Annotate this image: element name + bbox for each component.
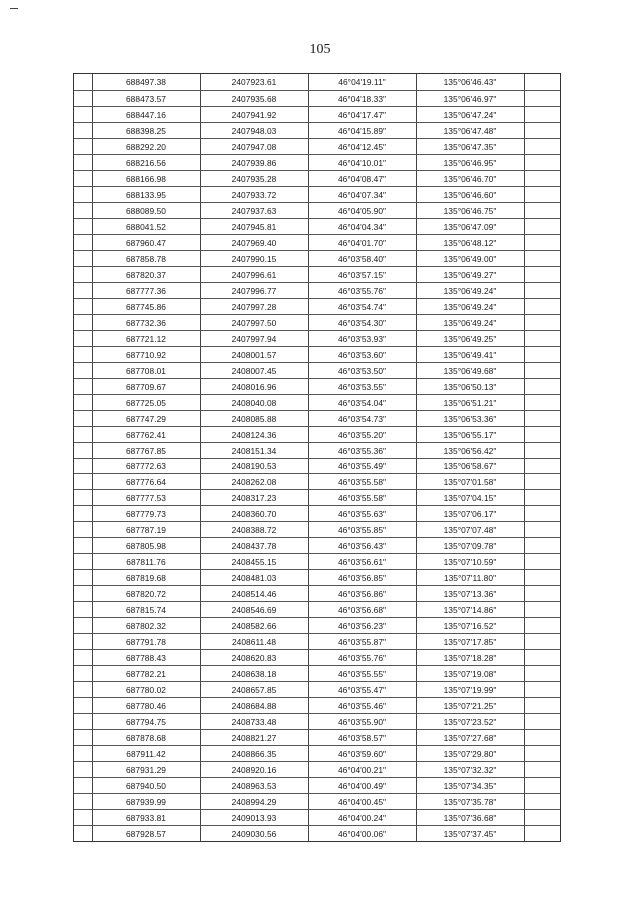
- coordinates-table: [73, 73, 561, 842]
- table-cell-lon: 135°07'13.36": [443, 589, 497, 600]
- table-cell-lon: 135°06'55.17": [443, 429, 497, 440]
- table-cell-lon: 135°07'21.25": [443, 701, 497, 712]
- table-cell-lat: 46°03'55.55": [337, 669, 387, 680]
- table-row: [74, 649, 560, 666]
- table-cell-lat: 46°03'55.36": [337, 445, 387, 456]
- table-cell-x: 687939.99: [125, 797, 167, 808]
- table-row: [74, 106, 560, 123]
- table-cell-x: 687802.32: [125, 621, 167, 632]
- table-cell-lat: 46°03'54.04": [337, 397, 387, 408]
- table-cell-lon: 135°06'46.95": [443, 157, 497, 168]
- table-cell-lat: 46°04'08.47": [337, 173, 387, 184]
- table-cell-lat: 46°04'00.06": [337, 829, 387, 839]
- table-cell-y: 2408016.96: [231, 381, 277, 392]
- table-cell-lon: 135°07'37.45": [443, 829, 497, 839]
- table-cell-lon: 135°06'47.48": [443, 125, 497, 136]
- table-cell-lon: 135°06'53.36": [443, 413, 497, 424]
- table-cell-lat: 46°03'55.76": [337, 653, 387, 664]
- table-cell-x: 687745.86: [125, 301, 167, 312]
- table-cell-x: 687772.63: [125, 461, 167, 472]
- table-cell-lon: 135°06'48.12": [443, 237, 497, 248]
- table-cell-lon: 135°06'49.41": [443, 349, 497, 360]
- table-cell-lon: 135°07'19.08": [443, 669, 497, 680]
- table-row: [74, 362, 560, 379]
- table-cell-y: 2407945.81: [231, 221, 277, 232]
- table-cell-x: 687794.75: [125, 717, 167, 728]
- table-cell-lon: 135°06'51.21": [443, 397, 497, 408]
- table-row: [74, 713, 560, 730]
- table-cell-x: 687710.92: [125, 349, 167, 360]
- table-cell-x: 687858.78: [125, 253, 167, 264]
- table-cell-y: 2408001.57: [231, 349, 277, 360]
- table-row: [74, 426, 560, 443]
- table-cell-lon: 135°07'17.85": [443, 637, 497, 648]
- table-cell-x: 688041.52: [125, 221, 167, 232]
- table-cell-x: 688473.57: [125, 93, 167, 104]
- table-cell-lon: 135°06'46.60": [443, 189, 497, 200]
- table-cell-x: 687725.05: [125, 397, 167, 408]
- table-cell-y: 2408124.36: [231, 429, 277, 440]
- table-cell-lon: 135°06'49.25": [443, 333, 497, 344]
- table-cell-lon: 135°07'35.78": [443, 797, 497, 808]
- table-cell-lat: 46°04'00.24": [337, 813, 387, 824]
- table-cell-y: 2408620.83: [231, 653, 277, 664]
- table-cell-lat: 46°03'55.58": [337, 477, 387, 488]
- table-cell-x: 688089.50: [125, 205, 167, 216]
- table-cell-y: 2408481.03: [231, 573, 277, 584]
- table-row: [74, 282, 560, 299]
- table-row: [74, 298, 560, 315]
- table-cell-x: 687819.68: [125, 573, 167, 584]
- table-row: [74, 346, 560, 363]
- table-cell-lon: 135°06'46.70": [443, 173, 497, 184]
- table-cell-lon: 135°06'50.13": [443, 381, 497, 392]
- table-cell-y: 2408733.48: [231, 717, 277, 728]
- table-cell-y: 2407996.77: [231, 285, 277, 296]
- table-row: [74, 825, 560, 842]
- table-cell-x: 687928.57: [125, 829, 167, 839]
- table-row: [74, 729, 560, 746]
- table-row: [74, 442, 560, 459]
- table-cell-y: 2407969.40: [231, 237, 277, 248]
- table-cell-lon: 135°07'16.52": [443, 621, 497, 632]
- table-row: [74, 553, 560, 570]
- table-cell-y: 2408007.45: [231, 365, 277, 376]
- table-cell-x: 688292.20: [125, 141, 167, 152]
- table-cell-lon: 135°07'10.59": [443, 557, 497, 568]
- table-row: [74, 234, 560, 251]
- table-cell-lon: 135°07'14.86": [443, 605, 497, 616]
- table-cell-lon: 135°06'46.43": [443, 76, 497, 87]
- table-cell-lat: 46°04'01.70": [337, 237, 387, 248]
- table-cell-y: 2408455.15: [231, 557, 277, 568]
- table-cell-x: 687960.47: [125, 237, 167, 248]
- table-cell-lat: 46°04'00.21": [337, 765, 387, 776]
- table-cell-y: 2407990.15: [231, 253, 277, 264]
- scan-mark: [10, 8, 18, 9]
- table-row: [74, 473, 560, 490]
- table-cell-y: 2407939.86: [231, 157, 277, 168]
- table-row: [74, 537, 560, 554]
- table-cell-lon: 135°06'46.97": [443, 93, 497, 104]
- table-cell-x: 687732.36: [125, 317, 167, 328]
- table-cell-lat: 46°03'55.85": [337, 525, 387, 536]
- table-cell-x: 687767.85: [125, 445, 167, 456]
- table-cell-x: 687820.37: [125, 269, 167, 280]
- table-cell-x: 687782.21: [125, 669, 167, 680]
- table-cell-lon: 135°07'34.35": [443, 781, 497, 792]
- table-cell-x: 688497.38: [125, 76, 167, 87]
- table-cell-y: 2407948.03: [231, 125, 277, 136]
- table-cell-x: 687787.19: [125, 525, 167, 536]
- table-cell-x: 687815.74: [125, 605, 167, 616]
- table-cell-lat: 46°03'54.74": [337, 301, 387, 312]
- table-cell-y: 2407941.92: [231, 109, 277, 120]
- table-cell-x: 687791.78: [125, 637, 167, 648]
- table-row: [74, 585, 560, 602]
- table-cell-lat: 46°03'55.87": [337, 637, 387, 648]
- table-cell-x: 688166.98: [125, 173, 167, 184]
- table-cell-lat: 46°03'58.57": [337, 733, 387, 744]
- table-cell-x: 687721.12: [125, 333, 167, 344]
- table-cell-y: 2408866.35: [231, 749, 277, 760]
- table-row: [74, 170, 560, 187]
- table-row: [74, 761, 560, 778]
- table-cell-lon: 135°06'46.75": [443, 205, 497, 216]
- table-row: [74, 777, 560, 794]
- table-row: [74, 745, 560, 762]
- table-row: [74, 793, 560, 810]
- table-cell-y: 2409013.93: [231, 813, 277, 824]
- table-cell-lat: 46°04'00.49": [337, 781, 387, 792]
- table-cell-y: 2408963.53: [231, 781, 277, 792]
- table-cell-lon: 135°06'49.24": [443, 317, 497, 328]
- table-cell-lat: 46°03'55.90": [337, 717, 387, 728]
- table-row: [74, 186, 560, 203]
- table-row: [74, 697, 560, 714]
- table-cell-lon: 135°07'07.48": [443, 525, 497, 536]
- table-cell-lon: 135°07'18.28": [443, 653, 497, 664]
- table-cell-x: 688216.56: [125, 157, 167, 168]
- table-cell-x: 687805.98: [125, 541, 167, 552]
- table-cell-y: 2408360.70: [231, 509, 277, 520]
- table-cell-lat: 46°03'53.50": [337, 365, 387, 376]
- table-row: [74, 601, 560, 618]
- table-cell-lon: 135°06'47.09": [443, 221, 497, 232]
- table-cell-x: 687911.42: [126, 749, 166, 760]
- table-cell-lat: 46°03'54.73": [337, 413, 387, 424]
- page-number: 105: [309, 42, 331, 57]
- table-cell-lon: 135°07'27.68": [443, 733, 497, 744]
- table-cell-x: 687776.64: [125, 477, 167, 488]
- table-cell-lon: 135°07'23.52": [443, 717, 497, 728]
- table-cell-lat: 46°03'58.40": [337, 253, 387, 264]
- table-cell-lat: 46°04'05.90": [337, 205, 387, 216]
- table-cell-y: 2407923.61: [231, 76, 277, 87]
- table-cell-lat: 46°04'15.89": [337, 125, 387, 136]
- table-cell-x: 687878.68: [125, 733, 167, 744]
- table-cell-y: 2408514.46: [231, 589, 277, 600]
- table-cell-y: 2407947.08: [231, 141, 277, 152]
- table-cell-y: 2407935.28: [231, 173, 277, 184]
- table-cell-lat: 46°03'55.58": [337, 493, 387, 504]
- table-cell-lon: 135°07'19.99": [443, 685, 497, 696]
- table-row: [74, 665, 560, 682]
- table-cell-y: 2408437.78: [231, 541, 277, 552]
- table-cell-y: 2408151.34: [231, 445, 277, 456]
- table-row: [74, 218, 560, 235]
- table-row: [74, 633, 560, 650]
- table-cell-lon: 135°07'09.78": [443, 541, 497, 552]
- table-cell-x: 687747.29: [125, 413, 167, 424]
- table-cell-lon: 135°06'49.00": [443, 253, 497, 264]
- table-cell-lat: 46°03'56.61": [337, 557, 387, 568]
- table-cell-lat: 46°04'10.01": [337, 157, 387, 168]
- table-cell-x: 687708.01: [125, 365, 167, 376]
- table-row: [74, 90, 560, 107]
- table-cell-lat: 46°04'04.34": [337, 221, 387, 232]
- table-cell-lat: 46°03'57.15": [337, 269, 387, 280]
- table-cell-y: 2408262.08: [231, 477, 277, 488]
- table-cell-x: 688447.16: [125, 109, 167, 120]
- table-cell-y: 2408546.69: [231, 605, 277, 616]
- table-cell-lat: 46°03'55.46": [337, 701, 387, 712]
- table-cell-lat: 46°03'56.86": [337, 589, 387, 600]
- table-cell-y: 2408317.23: [231, 493, 277, 504]
- table-cell-y: 2408040.08: [231, 397, 277, 408]
- table-cell-lon: 135°06'49.24": [443, 301, 497, 312]
- table-cell-lat: 46°03'54.30": [337, 317, 387, 328]
- table-cell-lat: 46°03'53.60": [337, 349, 387, 360]
- table-cell-x: 687709.67: [125, 381, 167, 392]
- table-cell-y: 2407933.72: [231, 189, 277, 200]
- table-cell-lon: 135°07'01.58": [443, 477, 497, 488]
- table-cell-lat: 46°03'56.85": [337, 573, 387, 584]
- table-row: [74, 617, 560, 634]
- table-cell-lat: 46°03'56.43": [337, 541, 387, 552]
- table-cell-lat: 46°04'18.33": [337, 93, 387, 104]
- table-cell-lat: 46°03'55.63": [337, 509, 387, 520]
- table-cell-y: 2409030.56: [231, 829, 277, 839]
- table-cell-lat: 46°04'17.47": [337, 109, 387, 120]
- table-cell-lon: 135°07'29.80": [443, 749, 497, 760]
- table-row: [74, 154, 560, 171]
- table-cell-lat: 46°03'59.60": [337, 749, 387, 760]
- table-cell-x: 687780.02: [125, 685, 167, 696]
- table-cell-y: 2407997.94: [231, 333, 277, 344]
- table-cell-lon: 135°06'49.24": [443, 285, 497, 296]
- table-cell-y: 2408085.88: [231, 413, 277, 424]
- table-cell-lat: 46°03'55.49": [337, 461, 387, 472]
- table-row: [74, 809, 560, 826]
- table-cell-lat: 46°03'55.76": [337, 285, 387, 296]
- table-cell-x: 687811.76: [126, 557, 166, 568]
- table-row: [74, 681, 560, 698]
- table-cell-y: 2408190.53: [231, 461, 277, 472]
- table-cell-y: 2408388.72: [231, 525, 277, 536]
- table-row: [74, 505, 560, 522]
- table-cell-lat: 46°03'53.55": [337, 381, 387, 392]
- table-row: [74, 489, 560, 506]
- table-row: [74, 250, 560, 267]
- table-cell-x: 687788.43: [125, 653, 167, 664]
- table-cell-lat: 46°03'55.20": [337, 429, 387, 440]
- table-cell-x: 687779.73: [125, 509, 167, 520]
- table-row: [74, 569, 560, 586]
- table-cell-x: 687777.36: [125, 285, 167, 296]
- table-cell-y: 2408684.88: [231, 701, 277, 712]
- table-cell-y: 2407997.50: [231, 317, 277, 328]
- table-cell-lon: 135°06'49.27": [443, 269, 497, 280]
- table-cell-y: 2408920.16: [231, 765, 277, 776]
- table-cell-y: 2407996.61: [231, 269, 277, 280]
- table-cell-x: 687933.81: [125, 813, 167, 824]
- table-cell-lat: 46°03'53.93": [337, 333, 387, 344]
- table-cell-y: 2407937.63: [231, 205, 277, 216]
- table-cell-lon: 135°06'47.24": [443, 109, 497, 120]
- table-cell-lon: 135°06'58.67": [443, 461, 497, 472]
- table-cell-lon: 135°07'11.80": [443, 573, 497, 584]
- table-cell-lat: 46°03'55.47": [337, 685, 387, 696]
- table-cell-y: 2408638.18: [231, 669, 277, 680]
- table-row: [74, 266, 560, 283]
- table-row: [74, 330, 560, 347]
- table-cell-x: 688398.25: [125, 125, 167, 136]
- table-cell-lon: 135°07'32.32": [443, 765, 497, 776]
- table-cell-lon: 135°06'56.42": [443, 445, 497, 456]
- table-cell-y: 2408582.66: [231, 621, 277, 632]
- table-cell-y: 2408994.29: [231, 797, 277, 808]
- table-cell-x: 687931.29: [125, 765, 167, 776]
- table-cell-x: 687940.50: [125, 781, 167, 792]
- table-cell-lat: 46°04'12.45": [337, 141, 387, 152]
- table-cell-lon: 135°06'49.68": [443, 365, 497, 376]
- table-cell-lon: 135°07'06.17": [443, 509, 497, 520]
- table-cell-lat: 46°03'56.23": [337, 621, 387, 632]
- table-cell-y: 2408657.85: [231, 685, 277, 696]
- table-cell-lon: 135°07'36.68": [443, 813, 497, 824]
- table-cell-x: 687762.41: [125, 429, 167, 440]
- table-row: [74, 394, 560, 411]
- table-cell-x: 687777.53: [125, 493, 167, 504]
- table-row: [74, 521, 560, 538]
- table-cell-y: 2407935.68: [231, 93, 277, 104]
- table-cell-lat: 46°04'07.34": [337, 189, 387, 200]
- table-row: [74, 138, 560, 155]
- table-cell-x: 688133.95: [125, 189, 167, 200]
- table-cell-x: 687820.72: [125, 589, 167, 600]
- table-row: [74, 378, 560, 395]
- table-cell-lat: 46°04'00.45": [337, 797, 387, 808]
- table-cell-lat: 46°04'19.11": [338, 76, 386, 87]
- table-row: [74, 202, 560, 219]
- table-row: [74, 458, 560, 475]
- table-cell-lon: 135°06'47.35": [443, 141, 497, 152]
- table-cell-y: 2407997.28: [231, 301, 277, 312]
- table-row: [74, 122, 560, 139]
- table-cell-y: 2408611.48: [231, 637, 277, 648]
- table-row: [74, 314, 560, 331]
- table-row: [74, 74, 560, 90]
- table-row: [74, 410, 560, 427]
- table-cell-x: 687780.46: [125, 701, 167, 712]
- table-cell-lat: 46°03'56.68": [337, 605, 387, 616]
- table-cell-lon: 135°07'04.15": [443, 493, 497, 504]
- table-cell-y: 2408821.27: [231, 733, 277, 744]
